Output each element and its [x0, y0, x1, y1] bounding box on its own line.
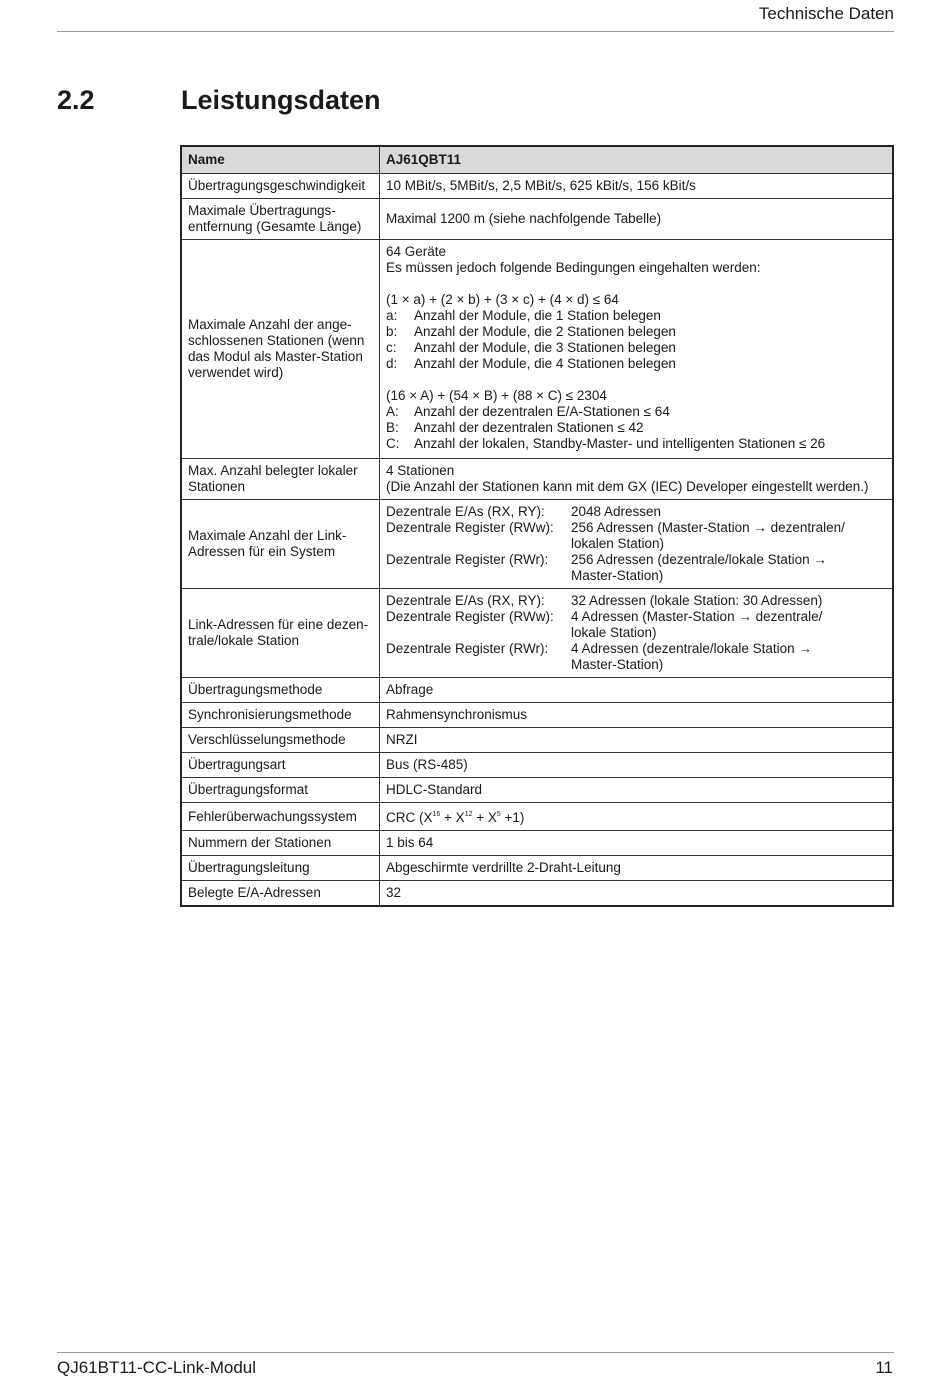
- row-value: 10 MBit/s, 5MBit/s, 2,5 MBit/s, 625 kBit/s, 156 kBit/s: [380, 174, 894, 199]
- formula-item: C: Anzahl der lokalen, Standby-Master- und intelligenten Stationen ≤ 26: [386, 436, 826, 451]
- row-label: Übertragungsmethode: [181, 678, 380, 703]
- row-value: Abgeschirmte verdrillte 2-Draht-Leitung: [380, 856, 894, 881]
- row-label: Synchronisierungsmethode: [181, 703, 380, 728]
- footer-document-title: QJ61BT11-CC-Link-Modul: [57, 1358, 257, 1377]
- register-entry: Dezentrale Register (RWr): 256 Adressen (dezentrale/lokale Station → Master-Station): [386, 552, 827, 583]
- row-value: CRC $(X^{16} + X^{12} + X^5 +1)$: [380, 803, 894, 831]
- row-label: Verschlüsselungsmethode: [181, 728, 380, 753]
- running-header: Technische Daten: [758, 4, 894, 23]
- table-row: [181, 803, 893, 831]
- table-row: [181, 728, 893, 753]
- formula-item: A: Anzahl der dezentralen E/A-Stationen ≤ 64: [386, 404, 670, 419]
- formula-item: c: Anzahl der Module, die 3 Stationen belegen: [386, 340, 676, 355]
- page-number: 11: [875, 1358, 893, 1377]
- row-label: Link-Adressen für eine dezen-trale/lokale Station: [181, 589, 380, 678]
- formula-item: d: Anzahl der Module, die 4 Stationen belegen: [386, 356, 676, 371]
- row-value: Rahmensynchronismus: [380, 703, 894, 728]
- row-label: Maximale Anzahl der ange-schlossenen Stationen (wenn das Modul als Master-Station verwendet wird): [181, 240, 380, 459]
- row-label: Maximale Übertragungs-entfernung (Gesamte Länge): [181, 199, 380, 240]
- table-header-row: [181, 146, 893, 174]
- section-number: 2.2: [57, 85, 95, 115]
- row-value: 1 bis 64: [380, 831, 894, 856]
- row-value: 4 Stationen (Die Anzahl der Stationen kann mit dem GX (IEC) Developer eingestellt werden.): [380, 459, 894, 500]
- table-row: [181, 753, 893, 778]
- row-label: Max. Anzahl belegter lokaler Stationen: [181, 459, 380, 500]
- row-value: 32: [380, 881, 894, 907]
- formula-1: (1 × a) + (2 × b) + (3 × c) + (4 × d) ≤ 64: [386, 292, 619, 307]
- row-value: Maximal 1200 m (siehe nachfolgende Tabelle): [380, 199, 894, 240]
- stations-count: 64 Geräte: [386, 244, 447, 259]
- table-row: [181, 500, 893, 589]
- row-label: Übertragungsformat: [181, 778, 380, 803]
- table-row: [181, 703, 893, 728]
- header-value-cell: AJ61QBT11: [380, 146, 894, 174]
- table-row: [181, 199, 893, 240]
- row-label: Übertragungsart: [181, 753, 380, 778]
- row-label: Nummern der Stationen: [181, 831, 380, 856]
- table-row: [181, 831, 893, 856]
- row-value: Bus (RS-485): [380, 753, 894, 778]
- row-label: Maximale Anzahl der Link-Adressen für ein System: [181, 500, 380, 589]
- footer-rule: [57, 1352, 894, 1353]
- formula-2: (16 × A) + (54 × B) + (88 × C) ≤ 2304: [386, 388, 607, 403]
- row-label: Übertragungsleitung: [181, 856, 380, 881]
- stations-note: Es müssen jedoch folgende Bedingungen eingehalten werden:: [386, 260, 761, 275]
- header-rule: [57, 31, 894, 32]
- table-row: [181, 589, 893, 678]
- table-row: [181, 881, 893, 907]
- row-label: Belegte E/A-Adressen: [181, 881, 380, 907]
- formula-item: b: Anzahl der Module, die 2 Stationen belegen: [386, 324, 676, 339]
- header-name-cell: Name: [181, 146, 380, 174]
- row-value: Abfrage: [380, 678, 894, 703]
- formula-item: B: Anzahl der dezentralen Stationen ≤ 42: [386, 420, 644, 435]
- register-entry: Dezentrale E/As (RX, RY): 2048 Adressen: [386, 504, 662, 519]
- formula-item: a: Anzahl der Module, die 1 Station belegen: [386, 308, 661, 323]
- register-entry: Dezentrale Register (RWw): 256 Adressen (Master-Station → dezentralen/ lokalen Station): [386, 520, 845, 551]
- table-row: [181, 459, 893, 500]
- table-row: [181, 856, 893, 881]
- row-label: Übertragungsgeschwindigkeit: [181, 174, 380, 199]
- row-value: [380, 589, 894, 678]
- table-row: [181, 678, 893, 703]
- row-value: [380, 500, 894, 589]
- row-value: NRZI: [380, 728, 894, 753]
- row-value: HDLC-Standard: [380, 778, 894, 803]
- row-label: Fehlerüberwachungssystem: [181, 803, 380, 831]
- table-row: [181, 778, 893, 803]
- performance-table: [180, 145, 894, 907]
- register-entry: Dezentrale Register (RWw): 4 Adressen (Master-Station → dezentrale/ lokale Station): [386, 609, 823, 640]
- table-row: [181, 174, 893, 199]
- row-value: [380, 240, 894, 459]
- table-row: [181, 240, 893, 459]
- section-title: Leistungsdaten: [181, 85, 381, 115]
- register-entry: Dezentrale E/As (RX, RY): 32 Adressen (lokale Station: 30 Adressen): [386, 593, 823, 608]
- register-entry: Dezentrale Register (RWr): 4 Adressen (dezentrale/lokale Station → Master-Station): [386, 641, 812, 672]
